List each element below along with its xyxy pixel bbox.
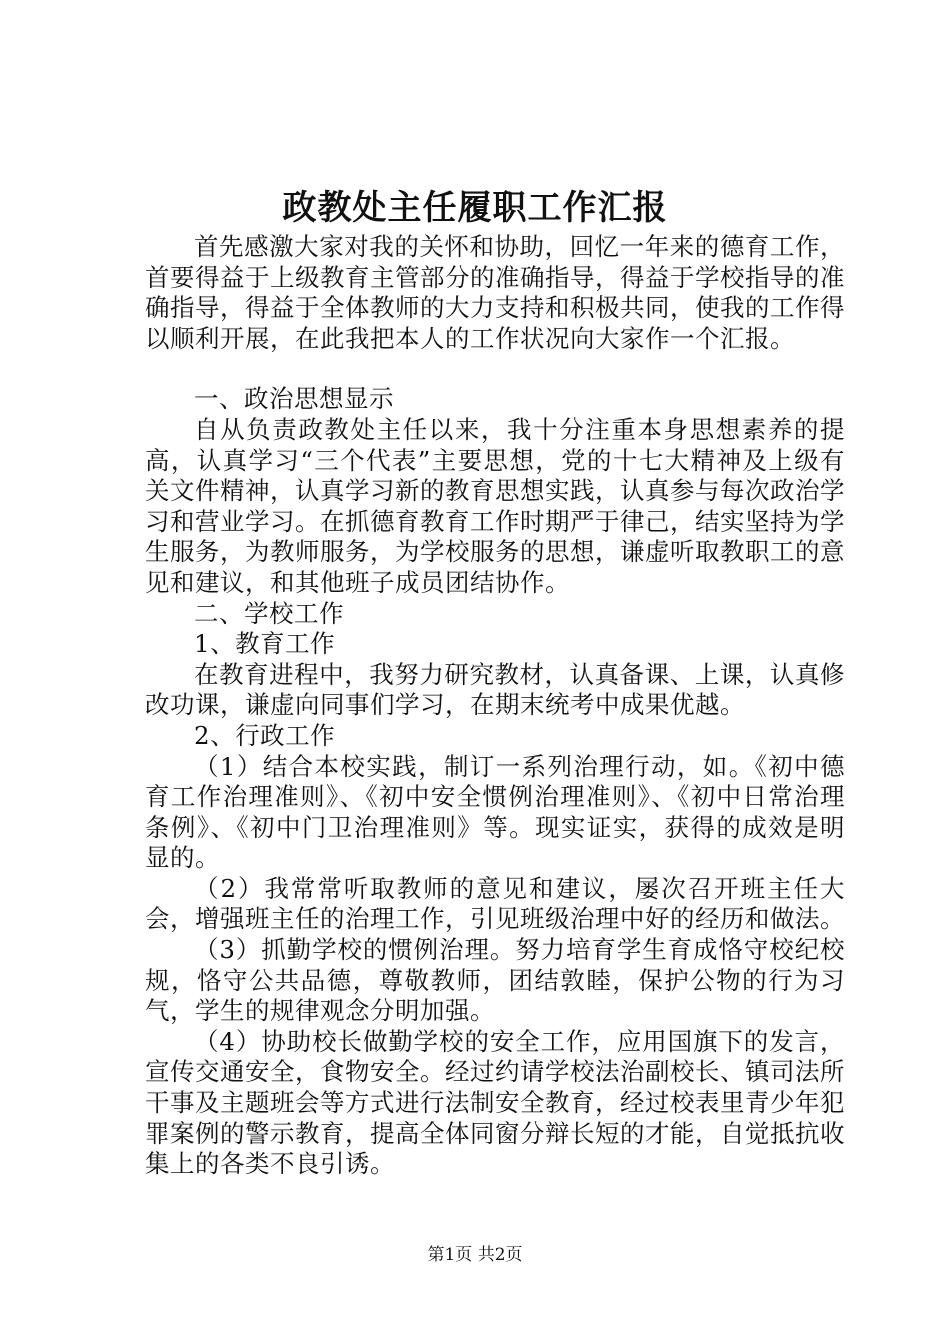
heading-teaching-work: 1、教育工作: [194, 629, 336, 659]
heading-political-thought: 一、政治思想显示: [194, 384, 394, 414]
page-footer: 第1页 共2页: [427, 1245, 523, 1265]
paragraph-admin-item-1: （1）结合本校实践，制订一系列治理行动，如。《初中德育工作治理准则》、《初中安全惯例治理准则》、《初中日常治理条例》、《初中门卫治理准则》等。现实证实，获得的成效是明显的。: [145, 751, 845, 873]
paragraph-teaching-work: 在教育进程中，我努力研究教材，认真备课、上课，认真修改功课，谦虚向同事们学习，在期末统考中成果优越。: [145, 659, 845, 720]
heading-admin-work: 2、行政工作: [194, 720, 336, 750]
paragraph-admin-item-4: （4）协助校长做勤学校的安全工作，应用国旗下的发言，宣传交通安全，食物安全。经过约请学校法治副校长、镇司法所干事及主题班会等方式进行法制安全教育，经过校表里青少年犯罪案例的警示教育，提高全体同窗分辩长短的才能，自觉抵抗收集上的各类不良引诱。: [145, 1026, 845, 1179]
paragraph-admin-item-3: （3）抓勤学校的惯例治理。努力培育学生育成恪守校纪校规，恪守公共品德，尊敬教师，团结敦睦，保护公物的行为习气，学生的规律观念分明加强。: [145, 935, 845, 1026]
paragraph-admin-item-2: （2）我常常听取教师的意见和建议，屡次召开班主任大会，增强班主任的治理工作，引见班级治理中好的经历和做法。: [145, 873, 845, 934]
paragraph-intro: 首先感激大家对我的关怀和协助，回忆一年来的德育工作，首要得益于上级教育主管部分的准确指导，得益于学校指导的准确指导，得益于全体教师的大力支持和积极共同，使我的工作得以顺利开展，在此我把本人的工作状况向大家作一个汇报。: [145, 232, 845, 353]
document-title: 政教处主任履职工作汇报: [282, 188, 668, 228]
document-body: [145, 232, 845, 1180]
paragraph-political-thought: 自从负责政教处主任以来，我十分注重本身思想素养的提高，认真学习“三个代表”主要思想，党的十七大精神及上级有关文件精神，认真学习新的教育思想实践，认真参与每次政治学习和营业学习。在抓德育教育工作时期严于律己，结实坚持为学生服务，为教师服务，为学校服务的思想，谦虚听取教职工的意见和建议，和其他班子成员团结协作。: [145, 414, 845, 597]
heading-school-work: 二、学校工作: [194, 598, 344, 628]
